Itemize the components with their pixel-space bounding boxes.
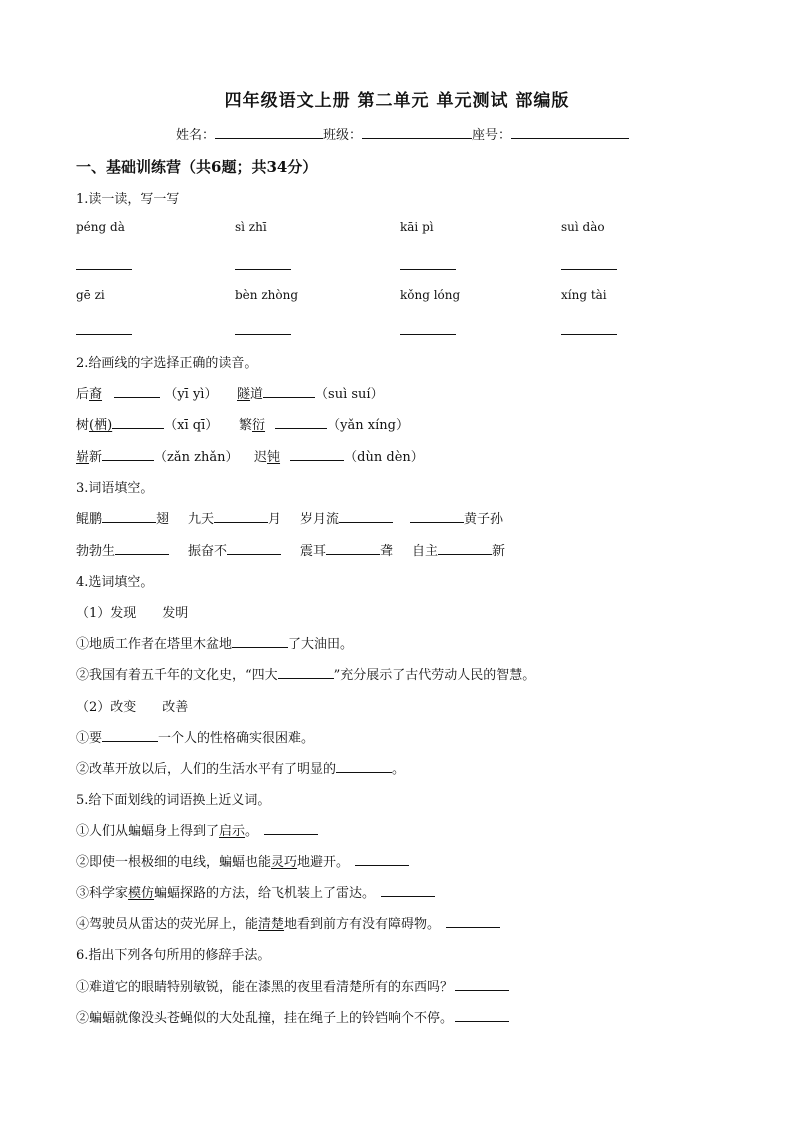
underlined-char: (栖) bbox=[89, 418, 113, 433]
idiom-item: 自主 新 bbox=[412, 544, 506, 559]
pinyin-item: gē zi bbox=[76, 288, 105, 302]
answer-blank[interactable] bbox=[214, 510, 268, 523]
idiom-item: 九天 月 bbox=[188, 512, 282, 527]
underlined-word: 模仿 bbox=[128, 886, 155, 901]
answer-blank[interactable] bbox=[102, 510, 156, 523]
answer-blank[interactable] bbox=[455, 978, 509, 991]
pinyin-item: sì zhī bbox=[235, 220, 267, 234]
answer-blank[interactable] bbox=[115, 542, 169, 555]
idiom-item: 鲲鹏 翅 bbox=[76, 512, 170, 527]
answer-blank[interactable] bbox=[326, 542, 380, 555]
answer-blank[interactable] bbox=[235, 333, 291, 335]
answer-blank[interactable] bbox=[561, 333, 617, 335]
answer-blank[interactable] bbox=[76, 268, 132, 270]
reading-item: 隧道 （suì suí） bbox=[237, 387, 384, 402]
answer-blank[interactable] bbox=[227, 542, 281, 555]
pinyin-item: kǒng lóng bbox=[400, 288, 461, 302]
reading-item: 树(栖) （xī qī） bbox=[76, 418, 219, 433]
idiom-item: 黄子孙 bbox=[410, 508, 503, 527]
idiom-item: 勃勃生 bbox=[76, 540, 169, 559]
fill-sentence: ②我国有着五千年的文化史，“四大 ”充分展示了古代劳动人民的智慧。 bbox=[76, 668, 536, 683]
underlined-char: 隧 bbox=[237, 387, 251, 402]
pinyin-item: bèn zhòng bbox=[235, 288, 299, 302]
underlined-word: 清楚 bbox=[258, 917, 285, 932]
answer-blank[interactable] bbox=[400, 268, 456, 270]
answer-blank[interactable] bbox=[339, 510, 393, 523]
pinyin-item: xíng tài bbox=[561, 288, 607, 302]
answer-blank[interactable] bbox=[232, 635, 288, 648]
fill-sentence: ①地质工作者在塔里木盆地 了大油田。 bbox=[76, 637, 354, 652]
answer-blank[interactable] bbox=[235, 268, 291, 270]
reading-item: 繁衍 （yǎn xíng） bbox=[239, 418, 409, 433]
answer-blank[interactable] bbox=[336, 760, 392, 773]
pinyin-item: suì dào bbox=[561, 220, 605, 234]
answer-blank[interactable] bbox=[410, 510, 464, 523]
question-5-prompt: 5.给下面划线的词语换上近义词。 bbox=[76, 793, 271, 808]
rhetoric-sentence: ②蝙蝠就像没头苍蝇似的大处乱撞，挂在绳子上的铃铛响个不停。 bbox=[76, 1007, 509, 1026]
answer-blank[interactable] bbox=[114, 385, 160, 398]
underlined-char: 裔 bbox=[89, 387, 103, 402]
answer-blank[interactable] bbox=[355, 853, 409, 866]
reading-item: 迟钝 （dùn dèn） bbox=[254, 450, 424, 465]
student-info-row bbox=[176, 124, 629, 143]
class-field[interactable] bbox=[362, 125, 472, 139]
synonym-sentence: ②即使一根极细的电线，蝙蝠也能灵巧地避开。 bbox=[76, 851, 409, 870]
pinyin-item: péng dà bbox=[76, 220, 125, 234]
answer-blank[interactable] bbox=[264, 822, 318, 835]
answer-blank[interactable] bbox=[76, 333, 132, 335]
answer-blank[interactable] bbox=[112, 416, 164, 429]
fill-sentence: ①要 一个人的性格确实很困难。 bbox=[76, 731, 315, 746]
answer-blank[interactable] bbox=[400, 333, 456, 335]
answer-blank[interactable] bbox=[381, 884, 435, 897]
word-choice-group: （1）发现 发明 bbox=[76, 606, 189, 621]
answer-blank[interactable] bbox=[263, 385, 315, 398]
name-field[interactable] bbox=[215, 125, 323, 139]
answer-blank[interactable] bbox=[446, 915, 500, 928]
question-1-prompt: 1.读一读，写一写 bbox=[76, 192, 180, 207]
answer-blank[interactable] bbox=[102, 729, 158, 742]
seat-label: 座号： bbox=[472, 128, 512, 143]
reading-item: 后裔 （yī yì） bbox=[76, 387, 218, 402]
question-2-prompt: 2.给画线的字选择正确的读音。 bbox=[76, 356, 258, 371]
underlined-char: 衍 bbox=[252, 418, 266, 433]
fill-sentence: ②改革开放以后，人们的生活水平有了明显的 。 bbox=[76, 762, 406, 777]
synonym-sentence: ①人们从蝙蝠身上得到了启示。 bbox=[76, 820, 318, 839]
question-4-prompt: 4.选词填空。 bbox=[76, 575, 154, 590]
answer-blank[interactable] bbox=[290, 448, 344, 461]
answer-blank[interactable] bbox=[278, 666, 334, 679]
answer-blank[interactable] bbox=[561, 268, 617, 270]
underlined-char: 钝 bbox=[267, 450, 281, 465]
word-choice-group: （2）改变 改善 bbox=[76, 700, 189, 715]
synonym-sentence: ④驾驶员从雷达的荧光屏上，能清楚地看到前方有没有障碍物。 bbox=[76, 913, 500, 932]
answer-blank[interactable] bbox=[455, 1009, 509, 1022]
rhetoric-sentence: ①难道它的眼睛特别敏锐，能在漆黑的夜里看清楚所有的东西吗？ bbox=[76, 976, 509, 995]
underlined-word: 启示 bbox=[219, 824, 246, 839]
answer-blank[interactable] bbox=[275, 416, 327, 429]
underlined-char: 崭 bbox=[76, 450, 90, 465]
answer-blank[interactable] bbox=[102, 448, 154, 461]
page-title: 四年级语文上册 第二单元 单元测试 部编版 bbox=[224, 91, 570, 111]
question-6-prompt: 6.指出下列各句所用的修辞手法。 bbox=[76, 948, 271, 963]
question-3-prompt: 3.词语填空。 bbox=[76, 481, 154, 496]
idiom-item: 岁月流 bbox=[300, 508, 393, 527]
underlined-word: 灵巧 bbox=[271, 855, 298, 870]
synonym-sentence: ③科学家模仿蝙蝠探路的方法，给飞机装上了雷达。 bbox=[76, 882, 435, 901]
reading-item: 崭新 （zǎn zhǎn） bbox=[76, 450, 239, 465]
section-heading: 一、基础训练营（共6题；共34分） bbox=[76, 158, 318, 176]
idiom-item: 震耳 聋 bbox=[300, 544, 394, 559]
pinyin-item: kāi pì bbox=[400, 220, 434, 234]
seat-field[interactable] bbox=[511, 125, 629, 139]
idiom-item: 振奋不 bbox=[188, 540, 281, 559]
answer-blank[interactable] bbox=[438, 542, 492, 555]
class-label: 班级： bbox=[323, 128, 363, 143]
name-label: 姓名： bbox=[176, 128, 216, 143]
